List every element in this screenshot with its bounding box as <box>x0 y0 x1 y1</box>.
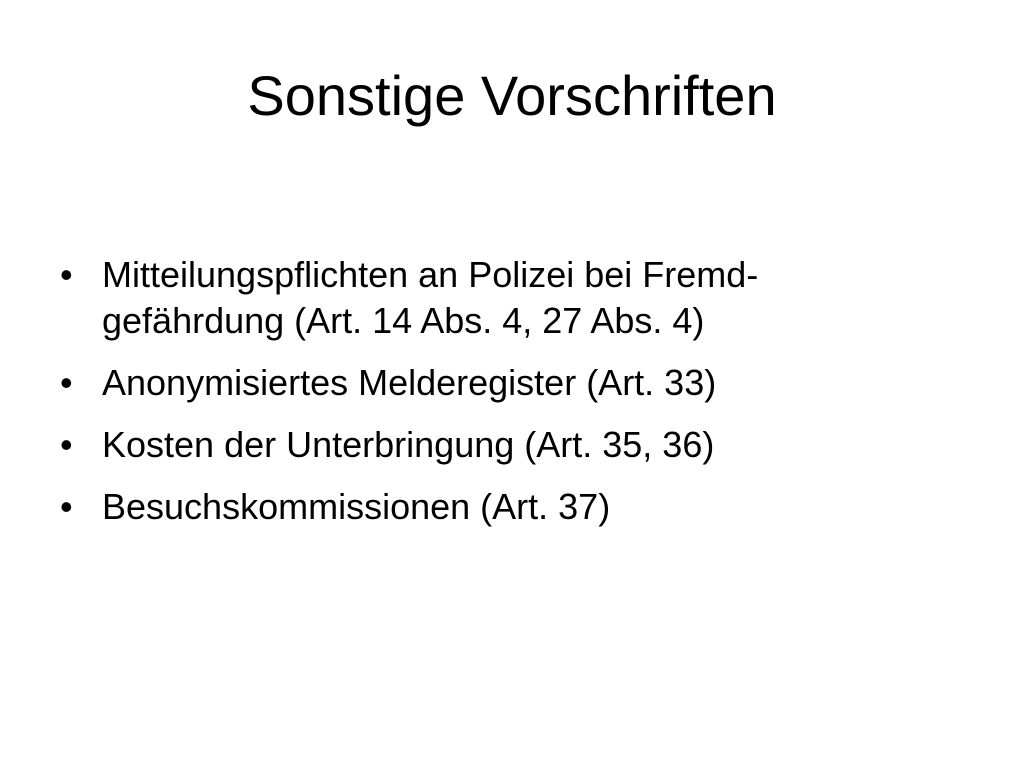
bullet-icon: • <box>60 362 73 403</box>
list-item <box>60 360 960 406</box>
list-item-text: Mitteilungspflichten an Polizei bei Fremd- <box>102 254 759 295</box>
slide-title: Sonstige Vorschriften <box>247 64 777 127</box>
list-item-text: Kosten der Unterbringung (Art. 35, 36) <box>102 424 715 465</box>
list-item-text: Anonymisiertes Melderegister (Art. 33) <box>102 362 717 403</box>
list-item <box>60 422 960 468</box>
list-item <box>60 252 960 344</box>
bullet-icon: • <box>60 486 73 527</box>
bullet-list <box>60 252 960 546</box>
list-item-text: Besuchskommissionen (Art. 37) <box>102 486 611 527</box>
list-item <box>60 484 960 530</box>
list-item-text: gefährdung (Art. 14 Abs. 4, 27 Abs. 4) <box>102 300 705 341</box>
bullet-icon: • <box>60 254 73 295</box>
bullet-icon: • <box>60 424 73 465</box>
